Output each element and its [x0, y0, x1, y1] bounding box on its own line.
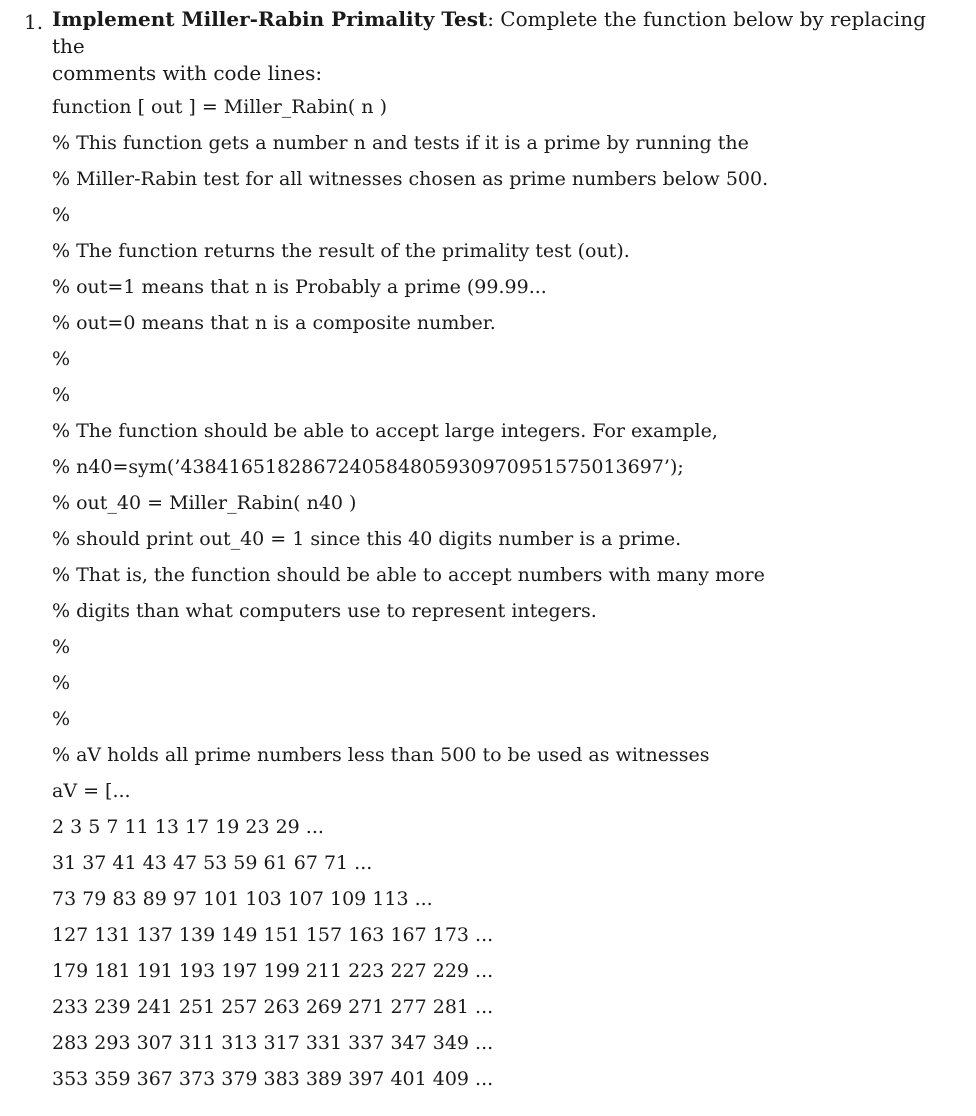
code-line: % n40=sym(’4384165182867240584805930970951575013697’);	[52, 456, 684, 478]
code-line: 353 359 367 373 379 383 389 397 401 409 ...	[52, 1068, 494, 1090]
code-line: %	[52, 672, 71, 694]
problem-heading	[52, 6, 954, 60]
problem-title: Implement Miller-Rabin Primality Test	[52, 7, 488, 31]
code-line: % The function should be able to accept large integers. For example,	[52, 420, 718, 442]
code-line: % That is, the function should be able to accept numbers with many more	[52, 564, 765, 586]
code-line: % out_40 = Miller_Rabin( n40 )	[52, 492, 357, 514]
code-line: %	[52, 384, 71, 406]
problem-intro: : Complete the function below by replacing the	[52, 7, 926, 58]
code-line: function [ out ] = Miller_Rabin( n )	[52, 96, 387, 118]
code-line: 179 181 191 193 197 199 211 223 227 229 ...	[52, 960, 494, 982]
code-line: 31 37 41 43 47 53 59 61 67 71 ...	[52, 852, 373, 874]
code-line: %	[52, 348, 71, 370]
code-line: %	[52, 708, 71, 730]
code-line: 283 293 307 311 313 317 331 337 347 349 ...	[52, 1032, 494, 1054]
code-line: % Miller-Rabin test for all witnesses chosen as prime numbers below 500.	[52, 168, 769, 190]
code-line: % This function gets a number n and tests if it is a prime by running the	[52, 132, 749, 154]
code-line: 127 131 137 139 149 151 157 163 167 173 ...	[52, 924, 494, 946]
code-line: % digits than what computers use to represent integers.	[52, 600, 597, 622]
problem-intro-continued: comments with code lines:	[52, 61, 323, 85]
code-line: 73 79 83 89 97 101 103 107 109 113 ...	[52, 888, 433, 910]
code-line: aV = [...	[52, 780, 131, 802]
code-line: % should print out_40 = 1 since this 40 digits number is a prime.	[52, 528, 682, 550]
code-line: % aV holds all prime numbers less than 500 to be used as witnesses	[52, 744, 710, 766]
problem-item	[24, 6, 954, 1097]
code-line: 233 239 241 251 257 263 269 271 277 281 ...	[52, 996, 494, 1018]
code-line: %	[52, 636, 71, 658]
code-line: % The function returns the result of the primality test (out).	[52, 240, 630, 262]
item-number: 1.	[24, 10, 44, 34]
code-line: % out=1 means that n is Probably a prime (99.99...	[52, 276, 547, 298]
code-line: 2 3 5 7 11 13 17 19 23 29 ...	[52, 816, 324, 838]
code-line: %	[52, 204, 71, 226]
item-body	[52, 6, 954, 1097]
code-block	[52, 89, 954, 1097]
code-line: % out=0 means that n is a composite number.	[52, 312, 496, 334]
